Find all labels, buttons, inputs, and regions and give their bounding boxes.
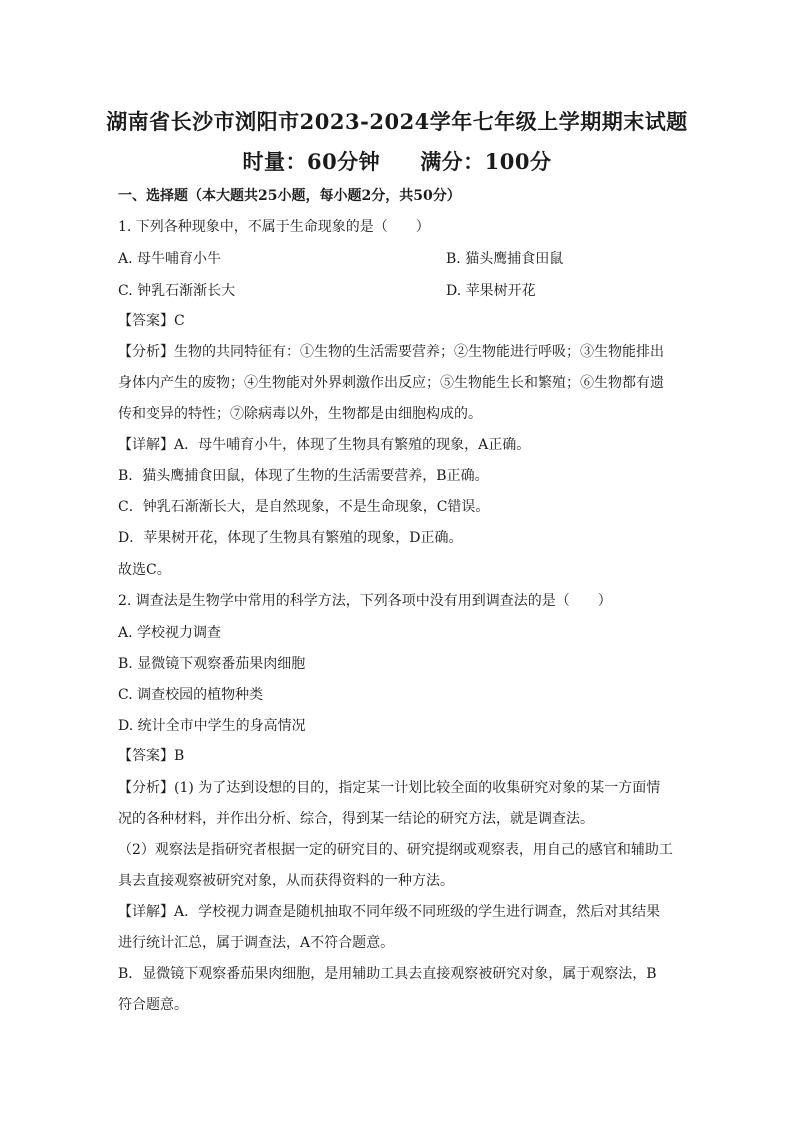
q1-analysis-line: 传和变异的特性；⑦除病毒以外，生物都是由细胞构成的。 [118,406,482,422]
q2-detail-line: 进行统计汇总，属于调查法，A不符合题意。 [118,935,395,951]
q2-detail-line: 符合题意。 [118,997,188,1013]
q2-detail-line: B．显微镜下观察番茄果肉细胞，是用辅助工具去直接观察被研究对象，属于观察法，B [118,966,657,982]
q2-option-a: A. 学校视力调查 [118,625,222,641]
q1-analysis-line: 身体内产生的废物；④生物能对外界刺激作出反应；⑤生物能生长和繁殖；⑥生物都有遗 [118,375,664,391]
q2-option-c: C. 调查校园的植物种类 [118,687,264,703]
q1-option-a: A. 母牛哺育小牛 [118,251,222,267]
score-label: 满分：100分 [420,149,552,174]
q1-option-b: B. 猫头鹰捕食田鼠 [446,251,564,267]
q1-detail-line: C．钟乳石渐渐长大，是自然现象，不是生命现象，C错误。 [118,499,490,515]
q1-answer: 【答案】C [118,313,185,329]
q1-option-c: C. 钟乳石渐渐长大 [118,283,236,299]
q1-analysis-line: 【分析】生物的共同特征有：①生物的生活需要营养；②生物能进行呼吸；③生物能排出 [118,344,664,360]
exam-subtitle [0,146,794,176]
q1-detail-line: 【详解】A．母牛哺育小牛，体现了生物具有繁殖的现象，A正确。 [118,437,531,453]
q2-detail-line: 【详解】A．学校视力调查是随机抽取不同年级不同班级的学生进行调查，然后对其结果 [118,904,661,920]
q1-conclusion: 故选C。 [118,562,171,578]
q2-analysis-line: 况的各种材料，并作出分析、综合，得到某一结论的研究方法，就是调查法。 [118,811,594,827]
q2-option-d: D. 统计全市中学生的身高情况 [118,718,306,734]
q2-answer: 【答案】B [118,748,185,764]
q1-option-d: D. 苹果树开花 [446,283,536,299]
q2-analysis-line: （2）观察法是指研究者根据一定的研究目的、研究提纲或观察表，用自己的感官和辅助工 [118,842,673,858]
q1-detail-line: D．苹果树开花，体现了生物具有繁殖的现象，D正确。 [118,530,463,546]
q2-analysis-line: 具去直接观察被研究对象，从而获得资料的一种方法。 [118,873,454,889]
q2-analysis-line: 【分析】(1) 为了达到设想的目的，指定某一计划比较全面的收集研究对象的某一方面情 [118,780,661,796]
section-heading: 一、选择题（本大题共25小题，每小题2分，共50分） [118,188,461,204]
q2-stem: 2. 调查法是生物学中常用的科学方法，下列各项中没有用到调查法的是（ ） [118,593,612,609]
q1-detail-line: B．猫头鹰捕食田鼠，体现了生物的生活需要营养，B正确。 [118,468,489,484]
exam-title: 湖南省长沙市浏阳市2023-2024学年七年级上学期期末试题 [106,109,688,134]
q2-option-b: B. 显微镜下观察番茄果肉细胞 [118,656,306,672]
time-label: 时量：60分钟 [242,149,381,174]
q1-stem: 1. 下列各种现象中，不属于生命现象的是（ ） [118,219,430,235]
